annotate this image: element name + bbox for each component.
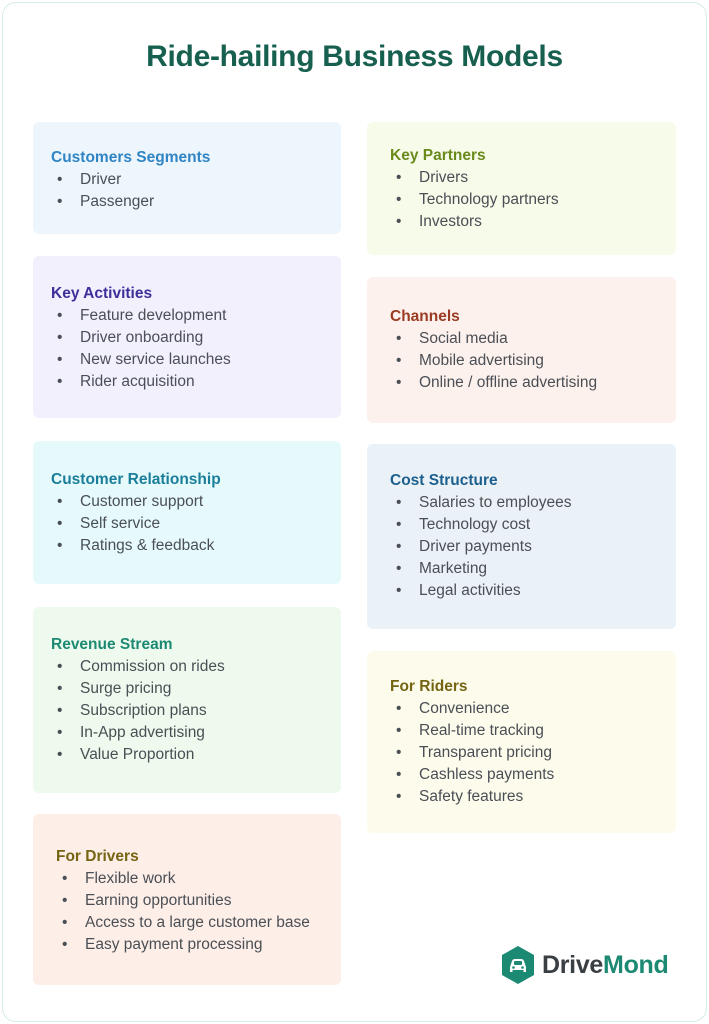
list-item: • Feature development: [51, 305, 231, 327]
card-title: For Riders: [390, 678, 468, 695]
bullet-list: [51, 169, 154, 213]
list-item: • Flexible work: [56, 868, 310, 890]
card-title: Customers Segments: [51, 149, 211, 166]
list-item: • Drivers: [390, 167, 559, 189]
list-item: • Salaries to employees: [390, 492, 572, 514]
list-item: • Subscription plans: [51, 700, 225, 722]
logo-text-drive: Drive: [542, 950, 604, 979]
drivemond-logo: [500, 945, 669, 985]
list-item: • Mobile advertising: [390, 350, 597, 372]
logo-text-mond: Mond: [603, 950, 669, 979]
list-item: • Online / offline advertising: [390, 372, 597, 394]
list-item: • Marketing: [390, 558, 572, 580]
list-item: • Technology partners: [390, 189, 559, 211]
list-item: • Surge pricing: [51, 678, 225, 700]
list-item: • Customer support: [51, 491, 214, 513]
card-key-activities: [33, 256, 341, 418]
card-key-partners: [367, 122, 676, 255]
list-item: • Self service: [51, 513, 214, 535]
card-revenue-stream: [33, 607, 341, 793]
bullet-list: [51, 305, 231, 393]
list-item: • Value Proportion: [51, 744, 225, 766]
card-for-drivers: [33, 814, 341, 985]
list-item: • Driver onboarding: [51, 327, 231, 349]
card-title: Key Activities: [51, 285, 153, 302]
card-customer-segments: [33, 122, 341, 234]
list-item: • Easy payment processing: [56, 934, 310, 956]
card-cost-structure: [367, 444, 676, 629]
card-title: Key Partners: [390, 147, 486, 164]
card-customer-relationship: [33, 441, 341, 584]
card-title: Channels: [390, 308, 460, 325]
bullet-list: [390, 328, 597, 394]
list-item: • Real-time tracking: [390, 720, 554, 742]
card-channels: [367, 277, 676, 423]
card-for-riders: [367, 651, 676, 833]
list-item: • Safety features: [390, 786, 554, 808]
list-item: • Ratings & feedback: [51, 535, 214, 557]
bullet-list: [51, 491, 214, 557]
card-title: For Drivers: [56, 848, 139, 865]
list-item: • Technology cost: [390, 514, 572, 536]
list-item: • Convenience: [390, 698, 554, 720]
list-item: • New service launches: [51, 349, 231, 371]
bullet-list: [390, 492, 572, 602]
page-title: Ride-hailing Business Models: [146, 40, 563, 73]
car-hexagon-icon: [500, 945, 536, 985]
list-item: • Legal activities: [390, 580, 572, 602]
list-item: • Transparent pricing: [390, 742, 554, 764]
bullet-list: [51, 656, 225, 766]
list-item: • Earning opportunities: [56, 890, 310, 912]
bullet-list: [390, 167, 559, 233]
list-item: • Rider acquisition: [51, 371, 231, 393]
list-item: • Social media: [390, 328, 597, 350]
list-item: • Passenger: [51, 191, 154, 213]
list-item: • Driver payments: [390, 536, 572, 558]
list-item: • Driver: [51, 169, 154, 191]
card-title: Customer Relationship: [51, 471, 221, 488]
list-item: • In-App advertising: [51, 722, 225, 744]
list-item: • Cashless payments: [390, 764, 554, 786]
card-title: Revenue Stream: [51, 636, 173, 653]
bullet-list: [56, 868, 310, 956]
list-item: • Access to a large customer base: [56, 912, 310, 934]
list-item: • Investors: [390, 211, 559, 233]
logo-wordmark: [542, 951, 669, 980]
bullet-list: [390, 698, 554, 808]
list-item: • Commission on rides: [51, 656, 225, 678]
card-title: Cost Structure: [390, 472, 498, 489]
